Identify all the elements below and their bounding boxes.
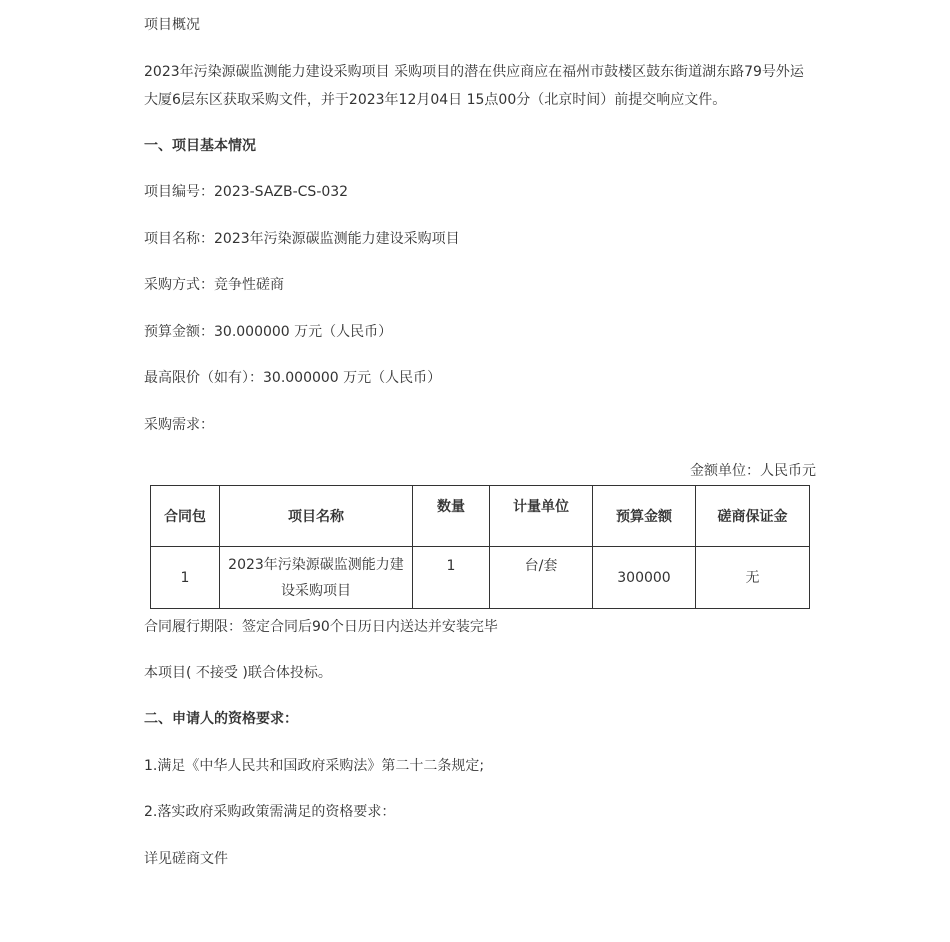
table-header-cell: 项目名称 — [220, 486, 413, 547]
table-header-row — [151, 486, 810, 547]
table-cell: 300000 — [593, 547, 696, 609]
table-cell: 无 — [696, 547, 810, 609]
currency-unit: 金额单位：人民币元 — [690, 463, 816, 479]
procurement-method: 采购方式：竞争性磋商 — [144, 277, 284, 293]
overview-text: 2023年污染源碳监测能力建设采购项目 采购项目的潜在供应商应在福州市鼓楼区鼓东街道湖东路79号外运大厦6层东区获取采购文件，并于2023年12月04日 15点00分（北京时间）前提交响应文件。 — [144, 64, 804, 108]
table-header-cell: 合同包 — [151, 486, 220, 547]
table-cell: 2023年污染源碳监测能力建设采购项目 — [220, 547, 413, 609]
table-cell: 1 — [151, 547, 220, 609]
max-price: 最高限价（如有）：30.000000 万元（人民币） — [144, 370, 442, 386]
see-documents: 详见磋商文件 — [144, 851, 228, 867]
consortium-note: 本项目( 不接受 )联合体投标。 — [144, 665, 332, 681]
procurement-table — [150, 485, 810, 609]
project-number: 项目编号：2023-SAZB-CS-032 — [144, 184, 349, 200]
budget-amount: 预算金额：30.000000 万元（人民币） — [144, 324, 393, 340]
table-row — [151, 547, 810, 609]
section-2-title: 二、申请人的资格要求： — [144, 711, 298, 727]
table-header-cell: 数量 — [413, 486, 490, 547]
table-header-cell: 计量单位 — [490, 486, 593, 547]
table-header-cell: 磋商保证金 — [696, 486, 810, 547]
qualification-1: 1.满足《中华人民共和国政府采购法》第二十二条规定; — [144, 758, 485, 774]
requirements-label: 采购需求： — [144, 417, 214, 433]
overview-title: 项目概况 — [144, 17, 200, 33]
section-1-title: 一、项目基本情况 — [144, 138, 256, 154]
contract-period: 合同履行期限：签定合同后90个日历日内送达并安装完毕 — [144, 619, 498, 635]
table-cell: 台/套 — [490, 547, 593, 609]
qualification-2: 2.落实政府采购政策需满足的资格要求： — [144, 804, 396, 820]
table-cell: 1 — [413, 547, 490, 609]
table-header-cell: 预算金额 — [593, 486, 696, 547]
project-name: 项目名称：2023年污染源碳监测能力建设采购项目 — [144, 231, 460, 247]
